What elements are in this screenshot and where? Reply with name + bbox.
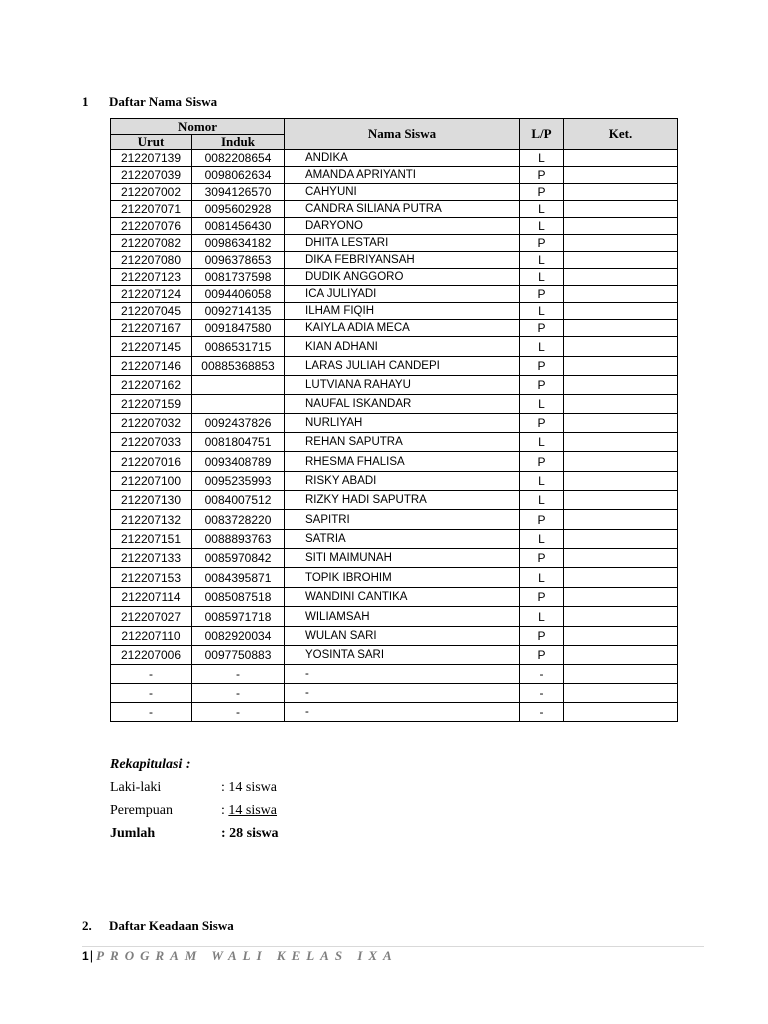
cell-lp: P (520, 357, 564, 376)
cell-nama: RHESMA FHALISA (285, 452, 520, 472)
cell-lp: P (520, 588, 564, 607)
cell-urut: - (111, 703, 192, 722)
cell-lp: L (520, 201, 564, 218)
cell-nama: ICA JULIYADI (285, 286, 520, 303)
cell-induk: 0082920034 (192, 627, 285, 646)
cell-induk: 0084007512 (192, 491, 285, 510)
cell-ket (564, 414, 678, 433)
header-ket: Ket. (564, 119, 678, 150)
cell-lp: L (520, 491, 564, 510)
cell-lp: P (520, 184, 564, 201)
cell-induk: - (192, 703, 285, 722)
cell-nama: TOPIK IBROHIM (285, 568, 520, 588)
cell-induk: 0097750883 (192, 646, 285, 665)
cell-lp: P (520, 452, 564, 472)
cell-induk: 0092714135 (192, 303, 285, 320)
cell-ket (564, 376, 678, 395)
cell-nama: ILHAM FIQIH (285, 303, 520, 320)
cell-nama: CANDRA SILIANA PUTRA (285, 201, 520, 218)
footer-divider (82, 946, 704, 947)
table-row (111, 269, 678, 286)
table-row (111, 549, 678, 568)
header-urut: Urut (111, 135, 192, 150)
header-nama-siswa: Nama Siswa (285, 119, 520, 150)
cell-urut: 212207082 (111, 235, 192, 252)
cell-urut: 212207080 (111, 252, 192, 269)
cell-lp: L (520, 607, 564, 627)
cell-ket (564, 303, 678, 320)
cell-ket (564, 607, 678, 627)
cell-lp: P (520, 510, 564, 530)
cell-ket (564, 472, 678, 491)
recap-female-label: Perempuan (110, 803, 173, 818)
cell-ket (564, 510, 678, 530)
cell-induk: 0096378653 (192, 252, 285, 269)
cell-induk: 0083728220 (192, 510, 285, 530)
cell-urut: 212207100 (111, 472, 192, 491)
cell-induk: 3094126570 (192, 184, 285, 201)
table-row (111, 665, 678, 684)
table-row (111, 684, 678, 703)
cell-nama: CAHYUNI (285, 184, 520, 201)
cell-induk: 0085971718 (192, 607, 285, 627)
cell-nama: - (285, 665, 520, 684)
cell-ket (564, 337, 678, 357)
cell-induk: - (192, 684, 285, 703)
cell-induk: 0086531715 (192, 337, 285, 357)
cell-urut: 212207027 (111, 607, 192, 627)
footer-program-title: PROGRAM WALI KELAS IXA (96, 948, 398, 963)
recap-female-value-wrap (221, 803, 277, 819)
cell-induk: 0098062634 (192, 167, 285, 184)
cell-nama: AMANDA APRIYANTI (285, 167, 520, 184)
table-row (111, 184, 678, 201)
header-lp: L/P (520, 119, 564, 150)
cell-urut: 212207039 (111, 167, 192, 184)
cell-induk: 0085970842 (192, 549, 285, 568)
cell-lp: P (520, 235, 564, 252)
table-row (111, 530, 678, 549)
cell-ket (564, 703, 678, 722)
cell-induk: 0081737598 (192, 269, 285, 286)
page-footer (82, 948, 398, 964)
cell-ket (564, 491, 678, 510)
cell-nama: DHITA LESTARI (285, 235, 520, 252)
cell-induk: 0093408789 (192, 452, 285, 472)
header-induk: Induk (192, 135, 285, 150)
cell-ket (564, 530, 678, 549)
cell-urut: 212207159 (111, 395, 192, 414)
cell-lp: P (520, 320, 564, 337)
cell-nama: KAIYLA ADIA MECA (285, 320, 520, 337)
cell-induk: 0091847580 (192, 320, 285, 337)
footer-separator: | (89, 948, 94, 963)
cell-lp: L (520, 303, 564, 320)
cell-ket (564, 684, 678, 703)
table-row (111, 627, 678, 646)
cell-urut: 212207167 (111, 320, 192, 337)
cell-urut: 212207123 (111, 269, 192, 286)
recap-total-value: : 28 siswa (221, 826, 279, 841)
cell-lp: P (520, 646, 564, 665)
table-row (111, 414, 678, 433)
table-row (111, 376, 678, 395)
cell-urut: 212207130 (111, 491, 192, 510)
cell-induk: 00885368853 (192, 357, 285, 376)
recap-block (110, 757, 279, 849)
table-row (111, 150, 678, 167)
cell-urut: 212207071 (111, 201, 192, 218)
cell-lp: L (520, 568, 564, 588)
table-row (111, 646, 678, 665)
cell-ket (564, 184, 678, 201)
cell-ket (564, 201, 678, 218)
cell-urut: 212207002 (111, 184, 192, 201)
cell-ket (564, 646, 678, 665)
cell-ket (564, 433, 678, 452)
table-row (111, 337, 678, 357)
cell-nama: LUTVIANA RAHAYU (285, 376, 520, 395)
cell-ket (564, 395, 678, 414)
cell-urut: 212207139 (111, 150, 192, 167)
recap-title: Rekapitulasi : (110, 757, 191, 772)
table-row (111, 703, 678, 722)
cell-lp: P (520, 167, 564, 184)
cell-urut: 212207045 (111, 303, 192, 320)
cell-induk: 0081804751 (192, 433, 285, 452)
cell-ket (564, 452, 678, 472)
cell-urut: 212207145 (111, 337, 192, 357)
cell-ket (564, 665, 678, 684)
cell-induk: 0095235993 (192, 472, 285, 491)
section-2-number: 2. (82, 918, 92, 933)
cell-urut: 212207146 (111, 357, 192, 376)
cell-nama: ANDIKA (285, 150, 520, 167)
cell-nama: DIKA FEBRIYANSAH (285, 252, 520, 269)
cell-ket (564, 235, 678, 252)
section-2-heading (82, 918, 234, 934)
cell-urut: 212207132 (111, 510, 192, 530)
cell-ket (564, 357, 678, 376)
cell-urut: 212207162 (111, 376, 192, 395)
table-row (111, 588, 678, 607)
table-row (111, 286, 678, 303)
cell-induk: 0085087518 (192, 588, 285, 607)
section-1-number: 1 (82, 94, 89, 109)
table-row (111, 491, 678, 510)
page-number: 1 (82, 949, 89, 963)
cell-urut: - (111, 665, 192, 684)
cell-ket (564, 588, 678, 607)
cell-induk (192, 395, 285, 414)
cell-urut: 212207114 (111, 588, 192, 607)
cell-induk: 0098634182 (192, 235, 285, 252)
cell-induk: 0088893763 (192, 530, 285, 549)
cell-induk (192, 376, 285, 395)
recap-female-value: 14 siswa (228, 803, 278, 818)
recap-total-label: Jumlah (110, 826, 156, 841)
cell-nama: - (285, 684, 520, 703)
cell-nama: SITI MAIMUNAH (285, 549, 520, 568)
table-row (111, 235, 678, 252)
table-row (111, 433, 678, 452)
cell-lp: - (520, 684, 564, 703)
cell-urut: - (111, 684, 192, 703)
cell-ket (564, 167, 678, 184)
cell-nama: RIZKY HADI SAPUTRA (285, 491, 520, 510)
cell-ket (564, 252, 678, 269)
recap-male-value: : 14 siswa (221, 780, 277, 795)
cell-lp: P (520, 549, 564, 568)
cell-urut: 212207124 (111, 286, 192, 303)
cell-ket (564, 286, 678, 303)
cell-ket (564, 150, 678, 167)
header-nomor: Nomor (111, 119, 285, 135)
cell-urut: 212207016 (111, 452, 192, 472)
table-row (111, 452, 678, 472)
cell-nama: SATRIA (285, 530, 520, 549)
cell-lp: L (520, 269, 564, 286)
cell-lp: L (520, 252, 564, 269)
table-row (111, 252, 678, 269)
cell-urut: 212207032 (111, 414, 192, 433)
cell-ket (564, 320, 678, 337)
cell-lp: L (520, 395, 564, 414)
cell-lp: L (520, 218, 564, 235)
recap-total-row (110, 826, 279, 849)
table-row (111, 167, 678, 184)
table-row (111, 218, 678, 235)
cell-lp: L (520, 433, 564, 452)
cell-nama: - (285, 703, 520, 722)
cell-ket (564, 627, 678, 646)
cell-nama: REHAN SAPUTRA (285, 433, 520, 452)
student-list-table (110, 118, 678, 722)
table-row (111, 303, 678, 320)
table-row (111, 357, 678, 376)
cell-ket (564, 218, 678, 235)
table-row (111, 201, 678, 218)
cell-lp: L (520, 472, 564, 491)
recap-female-prefix: : (221, 803, 229, 818)
section-2-title: Daftar Keadaan Siswa (109, 918, 234, 933)
cell-lp: P (520, 286, 564, 303)
cell-lp: - (520, 703, 564, 722)
cell-lp: L (520, 337, 564, 357)
cell-urut: 212207076 (111, 218, 192, 235)
cell-lp: P (520, 376, 564, 395)
cell-urut: 212207110 (111, 627, 192, 646)
cell-nama: DARYONO (285, 218, 520, 235)
cell-lp: - (520, 665, 564, 684)
cell-induk: 0084395871 (192, 568, 285, 588)
cell-induk: 0092437826 (192, 414, 285, 433)
section-1-heading (82, 94, 217, 110)
recap-female-row (110, 803, 278, 826)
cell-induk: - (192, 665, 285, 684)
cell-urut: 212207153 (111, 568, 192, 588)
cell-lp: P (520, 627, 564, 646)
cell-lp: L (520, 530, 564, 549)
cell-nama: YOSINTA SARI (285, 646, 520, 665)
recap-male-row (110, 780, 277, 803)
table-row (111, 607, 678, 627)
cell-lp: L (520, 150, 564, 167)
cell-nama: DUDIK ANGGORO (285, 269, 520, 286)
cell-nama: WANDINI CANTIKA (285, 588, 520, 607)
cell-nama: NAUFAL ISKANDAR (285, 395, 520, 414)
cell-nama: SAPITRI (285, 510, 520, 530)
cell-ket (564, 549, 678, 568)
cell-nama: KIAN ADHANI (285, 337, 520, 357)
cell-ket (564, 269, 678, 286)
table-row (111, 395, 678, 414)
section-1-title: Daftar Nama Siswa (109, 94, 218, 109)
table-row (111, 510, 678, 530)
recap-male-label: Laki-laki (110, 780, 162, 795)
cell-induk: 0094406058 (192, 286, 285, 303)
cell-induk: 0095602928 (192, 201, 285, 218)
cell-ket (564, 568, 678, 588)
cell-nama: LARAS JULIAH CANDEPI (285, 357, 520, 376)
table-row (111, 472, 678, 491)
cell-nama: RISKY ABADI (285, 472, 520, 491)
cell-urut: 212207151 (111, 530, 192, 549)
table-row (111, 320, 678, 337)
cell-lp: P (520, 414, 564, 433)
cell-nama: NURLIYAH (285, 414, 520, 433)
cell-nama: WULAN SARI (285, 627, 520, 646)
cell-urut: 212207133 (111, 549, 192, 568)
cell-nama: WILIAMSAH (285, 607, 520, 627)
cell-induk: 0082208654 (192, 150, 285, 167)
cell-induk: 0081456430 (192, 218, 285, 235)
student-rows (111, 150, 678, 722)
table-row (111, 568, 678, 588)
cell-urut: 212207006 (111, 646, 192, 665)
cell-urut: 212207033 (111, 433, 192, 452)
